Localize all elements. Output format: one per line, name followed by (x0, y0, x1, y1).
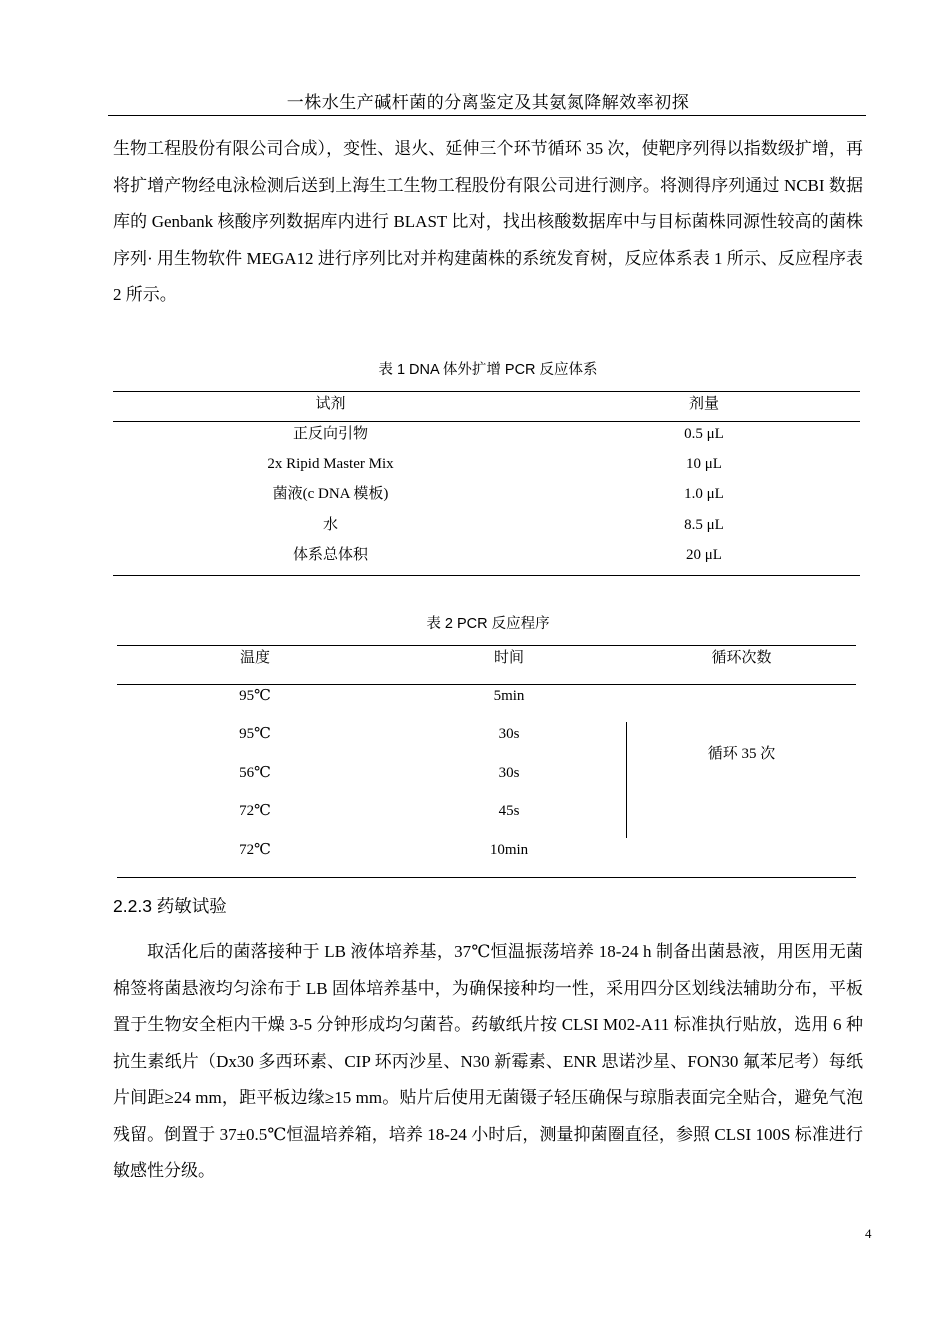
table-1-top-rule (113, 391, 860, 392)
table-2-cell-time: 10min (489, 842, 529, 858)
table-1-cell-dose: 0.5 μL (684, 426, 724, 442)
table-1-bottom-rule (113, 575, 860, 576)
table-2-header-temperature: 温度 (239, 650, 270, 666)
table-1-cell-reagent: 正反向引物 (292, 426, 368, 442)
table-1-cell-reagent: 水 (322, 517, 338, 533)
table-2-header-rule (117, 684, 856, 685)
table-1-cell-dose: 1.0 μL (684, 486, 724, 502)
table-2-header-time: 时间 (493, 650, 524, 666)
table-1-cell-dose: 10 μL (686, 456, 722, 472)
table-2-cell-temperature: 56℃ (239, 765, 271, 781)
table-2-cell-temperature: 72℃ (239, 803, 271, 819)
body-paragraph-2: 取活化后的菌落接种于 LB 液体培养基，37℃恒温振荡培养 18-24 h 制备出菌悬液，用医用无菌棉签将菌悬液均匀涂布于 LB 固体培养基中，为确保接种均一性，采用四分区划线法辅助分布，平板置于生物安全柜内干燥 3-5 分钟形成均匀菌苔。药敏纸片按 CLSI M02-A11 标准执行贴放，选用 6 种抗生素纸片（Dx30 多西环素、CIP 环丙沙星、N30 新霉素、ENR 思诺沙星、FON30 氟苯尼考）每纸片间距≥24 mm，距平板边缘≥15 mm。贴片后使用无菌镊子轻压确保与琼脂表面完全贴合，避免气泡残留。倒置于 37±0.5℃恒温培养箱，培养 18-24 小时后，测量抑菌圈直径，参照 CLSI 100S 标准进行敏感性分级。 (113, 942, 863, 1180)
table-2-cycle-note: 循环 35 次 (707, 746, 776, 762)
table-2-cycle-divider (626, 722, 627, 838)
page-header-title: 一株水生产碱杆菌的分离鉴定及其氨氮降解效率初探 (286, 93, 690, 112)
table-1-cell-reagent: 体系总体积 (292, 547, 368, 563)
table-1-cell-dose: 8.5 μL (684, 517, 724, 533)
table-2-cell-time: 30s (498, 765, 520, 781)
table-2-top-rule (117, 645, 856, 646)
header-rule (108, 115, 866, 116)
section-heading: 2.2.3 药敏试验 (113, 896, 227, 916)
table-2-cell-temperature: 72℃ (239, 842, 271, 858)
table-1-cell-reagent: 菌液(c DNA 模板) (272, 486, 389, 502)
table-1-header-dose: 剂量 (688, 396, 719, 412)
table-1-cell-dose: 20 μL (686, 547, 722, 563)
table-2-cell-time: 30s (498, 726, 520, 742)
body-paragraph-1: 生物工程股份有限公司合成），变性、退火、延伸三个环节循环 35 次，使靶序列得以指数级扩增，再将扩增产物经电泳检测后送到上海生工生物工程股份有限公司进行测序。将测得序列通过 NCBI 数据库的 Genbank 核酸序列数据库内进行 BLAST 比对，找出核酸数据库中与目标菌株同源性较高的菌株序列· 用生物软件 MEGA12 进行序列比对并构建菌株的系统发育树，反应体系表 1 所示、反应程序表 2 所示。 (113, 139, 863, 304)
table-1-header-reagent: 试剂 (315, 396, 346, 412)
page-number: 4 (865, 1226, 872, 1241)
table-2-cell-time: 45s (498, 803, 520, 819)
table-2-bottom-rule (117, 877, 856, 878)
table-1-header-rule (113, 421, 860, 422)
table-2-cell-temperature: 95℃ (239, 726, 271, 742)
table-1-caption: 表 1 DNA 体外扩增 PCR 反应体系 (378, 362, 598, 378)
table-2-cell-time: 5min (493, 688, 525, 704)
table-1-cell-reagent: 2x Ripid Master Mix (267, 456, 394, 472)
table-2-caption: 表 2 PCR 反应程序 (426, 616, 550, 632)
table-2-header-cycles: 循环次数 (711, 650, 772, 666)
table-2-cell-temperature: 95℃ (239, 688, 271, 704)
